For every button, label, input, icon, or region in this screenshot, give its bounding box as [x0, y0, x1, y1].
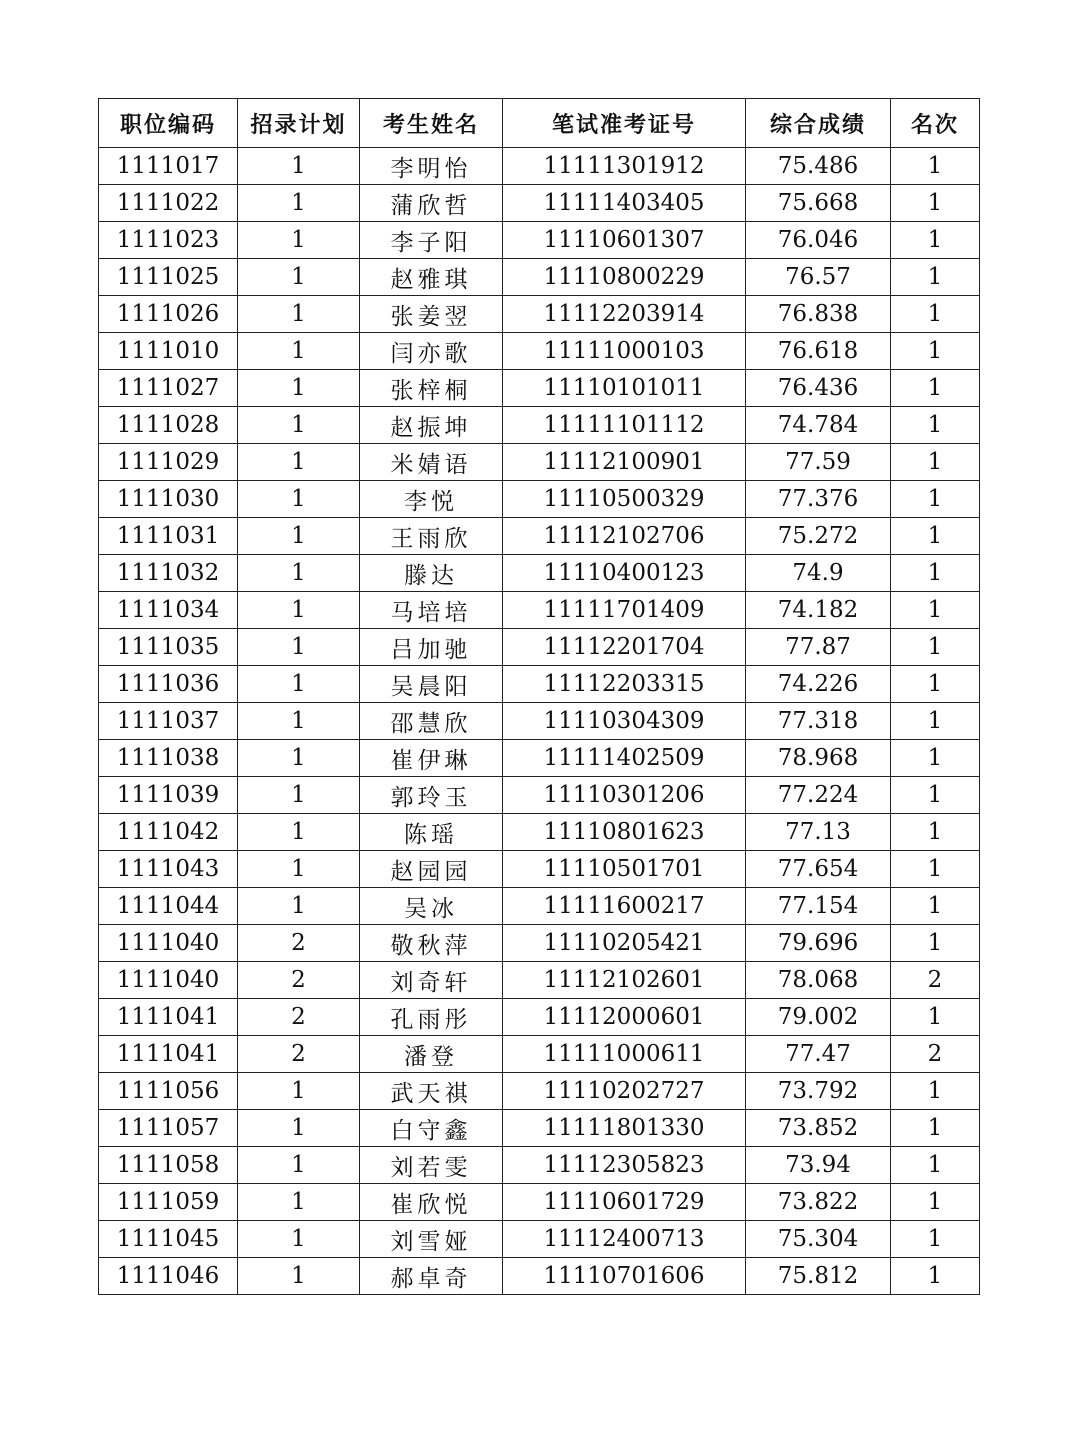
- cell-position-code: 1111030: [99, 481, 238, 518]
- cell-position-code: 1111037: [99, 703, 238, 740]
- cell-name: 蒲欣哲: [360, 185, 503, 222]
- cell-rank: 1: [891, 703, 980, 740]
- cell-exam-ticket-number: 11112400713: [503, 1221, 746, 1258]
- cell-hiring-plan: 1: [238, 1073, 360, 1110]
- table-body: [99, 148, 980, 1295]
- table-row: [99, 444, 980, 481]
- cell-composite-score: 74.226: [746, 666, 891, 703]
- cell-position-code: 1111041: [99, 999, 238, 1036]
- cell-exam-ticket-number: 11110400123: [503, 555, 746, 592]
- cell-exam-ticket-number: 11111000103: [503, 333, 746, 370]
- cell-composite-score: 77.13: [746, 814, 891, 851]
- cell-exam-ticket-number: 11112100901: [503, 444, 746, 481]
- cell-position-code: 1111034: [99, 592, 238, 629]
- cell-exam-ticket-number: 11111403405: [503, 185, 746, 222]
- cell-composite-score: 77.654: [746, 851, 891, 888]
- table-header: [99, 99, 980, 148]
- cell-name: 刘雪娅: [360, 1221, 503, 1258]
- header-rank: 名次: [891, 99, 980, 148]
- table-row: [99, 962, 980, 999]
- header-candidate-name: 考生姓名: [360, 99, 503, 148]
- cell-exam-ticket-number: 11111301912: [503, 148, 746, 185]
- cell-name: 吴冰: [360, 888, 503, 925]
- cell-position-code: 1111023: [99, 222, 238, 259]
- cell-composite-score: 73.792: [746, 1073, 891, 1110]
- cell-composite-score: 77.376: [746, 481, 891, 518]
- cell-hiring-plan: 1: [238, 851, 360, 888]
- table-row: [99, 185, 980, 222]
- table-row: [99, 259, 980, 296]
- table-row: [99, 888, 980, 925]
- cell-hiring-plan: 2: [238, 1036, 360, 1073]
- cell-rank: 1: [891, 333, 980, 370]
- table-row: [99, 1221, 980, 1258]
- cell-exam-ticket-number: 11112102706: [503, 518, 746, 555]
- table-row: [99, 1036, 980, 1073]
- cell-hiring-plan: 1: [238, 296, 360, 333]
- table-row: [99, 666, 980, 703]
- cell-composite-score: 77.224: [746, 777, 891, 814]
- cell-hiring-plan: 2: [238, 962, 360, 999]
- cell-hiring-plan: 2: [238, 925, 360, 962]
- cell-position-code: 1111022: [99, 185, 238, 222]
- cell-exam-ticket-number: 11110801623: [503, 814, 746, 851]
- cell-composite-score: 79.002: [746, 999, 891, 1036]
- table-row: [99, 1258, 980, 1295]
- table-row: [99, 1073, 980, 1110]
- cell-exam-ticket-number: 11111801330: [503, 1110, 746, 1147]
- cell-rank: 1: [891, 1184, 980, 1221]
- cell-exam-ticket-number: 11112102601: [503, 962, 746, 999]
- cell-exam-ticket-number: 11112203914: [503, 296, 746, 333]
- cell-rank: 1: [891, 1073, 980, 1110]
- cell-position-code: 1111059: [99, 1184, 238, 1221]
- cell-composite-score: 79.696: [746, 925, 891, 962]
- cell-composite-score: 76.046: [746, 222, 891, 259]
- cell-hiring-plan: 1: [238, 1184, 360, 1221]
- table-row: [99, 1147, 980, 1184]
- cell-rank: 1: [891, 777, 980, 814]
- cell-hiring-plan: 1: [238, 1147, 360, 1184]
- cell-rank: 1: [891, 851, 980, 888]
- cell-exam-ticket-number: 11110205421: [503, 925, 746, 962]
- cell-rank: 1: [891, 592, 980, 629]
- cell-exam-ticket-number: 11110800229: [503, 259, 746, 296]
- table-row: [99, 518, 980, 555]
- cell-composite-score: 77.59: [746, 444, 891, 481]
- cell-composite-score: 75.272: [746, 518, 891, 555]
- cell-name: 赵雅琪: [360, 259, 503, 296]
- cell-name: 孔雨彤: [360, 999, 503, 1036]
- cell-position-code: 1111031: [99, 518, 238, 555]
- cell-composite-score: 73.822: [746, 1184, 891, 1221]
- cell-hiring-plan: 1: [238, 740, 360, 777]
- table-row: [99, 222, 980, 259]
- cell-name: 武天祺: [360, 1073, 503, 1110]
- cell-composite-score: 75.486: [746, 148, 891, 185]
- cell-name: 崔伊琳: [360, 740, 503, 777]
- cell-position-code: 1111041: [99, 1036, 238, 1073]
- cell-exam-ticket-number: 11112000601: [503, 999, 746, 1036]
- cell-rank: 1: [891, 740, 980, 777]
- table-row: [99, 1110, 980, 1147]
- table-row: [99, 481, 980, 518]
- cell-name: 郭玲玉: [360, 777, 503, 814]
- cell-hiring-plan: 1: [238, 222, 360, 259]
- cell-position-code: 1111038: [99, 740, 238, 777]
- cell-hiring-plan: 1: [238, 333, 360, 370]
- table-row: [99, 925, 980, 962]
- cell-hiring-plan: 1: [238, 777, 360, 814]
- cell-rank: 1: [891, 888, 980, 925]
- cell-hiring-plan: 1: [238, 703, 360, 740]
- cell-composite-score: 76.436: [746, 370, 891, 407]
- header-row: [99, 99, 980, 148]
- cell-rank: 1: [891, 925, 980, 962]
- cell-composite-score: 78.968: [746, 740, 891, 777]
- cell-rank: 1: [891, 1110, 980, 1147]
- table-row: [99, 851, 980, 888]
- cell-composite-score: 73.852: [746, 1110, 891, 1147]
- cell-hiring-plan: 1: [238, 185, 360, 222]
- cell-exam-ticket-number: 11110301206: [503, 777, 746, 814]
- cell-rank: 1: [891, 518, 980, 555]
- table-row: [99, 370, 980, 407]
- cell-rank: 1: [891, 444, 980, 481]
- cell-hiring-plan: 1: [238, 407, 360, 444]
- cell-position-code: 1111040: [99, 962, 238, 999]
- cell-name: 吴晨阳: [360, 666, 503, 703]
- cell-composite-score: 76.618: [746, 333, 891, 370]
- cell-composite-score: 76.57: [746, 259, 891, 296]
- cell-exam-ticket-number: 11110701606: [503, 1258, 746, 1295]
- cell-composite-score: 75.304: [746, 1221, 891, 1258]
- cell-hiring-plan: 1: [238, 814, 360, 851]
- cell-rank: 1: [891, 666, 980, 703]
- cell-composite-score: 74.784: [746, 407, 891, 444]
- cell-composite-score: 74.9: [746, 555, 891, 592]
- cell-composite-score: 73.94: [746, 1147, 891, 1184]
- cell-hiring-plan: 1: [238, 1110, 360, 1147]
- cell-hiring-plan: 1: [238, 1258, 360, 1295]
- cell-name: 刘若雯: [360, 1147, 503, 1184]
- table-row: [99, 703, 980, 740]
- cell-rank: 2: [891, 962, 980, 999]
- cell-exam-ticket-number: 11111701409: [503, 592, 746, 629]
- cell-position-code: 1111058: [99, 1147, 238, 1184]
- cell-name: 马培培: [360, 592, 503, 629]
- cell-position-code: 1111045: [99, 1221, 238, 1258]
- cell-rank: 1: [891, 259, 980, 296]
- cell-name: 邵慧欣: [360, 703, 503, 740]
- cell-name: 刘奇轩: [360, 962, 503, 999]
- cell-exam-ticket-number: 11111402509: [503, 740, 746, 777]
- cell-position-code: 1111032: [99, 555, 238, 592]
- cell-hiring-plan: 1: [238, 370, 360, 407]
- table-row: [99, 740, 980, 777]
- cell-rank: 1: [891, 1221, 980, 1258]
- table-row: [99, 407, 980, 444]
- cell-position-code: 1111029: [99, 444, 238, 481]
- cell-exam-ticket-number: 11111101112: [503, 407, 746, 444]
- cell-name: 闫亦歌: [360, 333, 503, 370]
- cell-hiring-plan: 1: [238, 666, 360, 703]
- cell-hiring-plan: 1: [238, 481, 360, 518]
- cell-composite-score: 75.668: [746, 185, 891, 222]
- cell-name: 李子阳: [360, 222, 503, 259]
- cell-name: 赵园园: [360, 851, 503, 888]
- cell-hiring-plan: 1: [238, 555, 360, 592]
- header-hiring-plan: 招录计划: [238, 99, 360, 148]
- cell-name: 敬秋萍: [360, 925, 503, 962]
- cell-exam-ticket-number: 11112305823: [503, 1147, 746, 1184]
- cell-exam-ticket-number: 11110601307: [503, 222, 746, 259]
- cell-position-code: 1111057: [99, 1110, 238, 1147]
- table-row: [99, 999, 980, 1036]
- cell-rank: 1: [891, 629, 980, 666]
- cell-name: 潘登: [360, 1036, 503, 1073]
- cell-rank: 1: [891, 296, 980, 333]
- cell-rank: 1: [891, 1147, 980, 1184]
- cell-exam-ticket-number: 11112201704: [503, 629, 746, 666]
- results-table: [98, 98, 980, 1295]
- cell-composite-score: 77.87: [746, 629, 891, 666]
- cell-exam-ticket-number: 11110202727: [503, 1073, 746, 1110]
- cell-rank: 2: [891, 1036, 980, 1073]
- cell-exam-ticket-number: 11111600217: [503, 888, 746, 925]
- cell-position-code: 1111036: [99, 666, 238, 703]
- cell-rank: 1: [891, 814, 980, 851]
- cell-rank: 1: [891, 407, 980, 444]
- cell-name: 张梓桐: [360, 370, 503, 407]
- cell-hiring-plan: 1: [238, 629, 360, 666]
- cell-position-code: 1111056: [99, 1073, 238, 1110]
- cell-position-code: 1111027: [99, 370, 238, 407]
- cell-hiring-plan: 1: [238, 148, 360, 185]
- cell-hiring-plan: 1: [238, 259, 360, 296]
- cell-composite-score: 76.838: [746, 296, 891, 333]
- cell-position-code: 1111017: [99, 148, 238, 185]
- cell-composite-score: 77.318: [746, 703, 891, 740]
- cell-rank: 1: [891, 999, 980, 1036]
- cell-exam-ticket-number: 11110601729: [503, 1184, 746, 1221]
- cell-exam-ticket-number: 11110500329: [503, 481, 746, 518]
- cell-exam-ticket-number: 11110501701: [503, 851, 746, 888]
- cell-exam-ticket-number: 11110101011: [503, 370, 746, 407]
- table-row: [99, 777, 980, 814]
- cell-name: 王雨欣: [360, 518, 503, 555]
- cell-hiring-plan: 1: [238, 444, 360, 481]
- table-row: [99, 629, 980, 666]
- cell-position-code: 1111040: [99, 925, 238, 962]
- header-position-code: 职位编码: [99, 99, 238, 148]
- cell-exam-ticket-number: 11110304309: [503, 703, 746, 740]
- cell-composite-score: 78.068: [746, 962, 891, 999]
- cell-rank: 1: [891, 370, 980, 407]
- cell-hiring-plan: 2: [238, 999, 360, 1036]
- cell-rank: 1: [891, 148, 980, 185]
- cell-position-code: 1111046: [99, 1258, 238, 1295]
- cell-position-code: 1111035: [99, 629, 238, 666]
- table-row: [99, 814, 980, 851]
- header-exam-ticket-number: 笔试准考证号: [503, 99, 746, 148]
- cell-position-code: 1111043: [99, 851, 238, 888]
- table-row: [99, 1184, 980, 1221]
- cell-name: 滕达: [360, 555, 503, 592]
- cell-name: 吕加驰: [360, 629, 503, 666]
- cell-rank: 1: [891, 185, 980, 222]
- cell-hiring-plan: 1: [238, 518, 360, 555]
- table-row: [99, 296, 980, 333]
- cell-position-code: 1111026: [99, 296, 238, 333]
- cell-position-code: 1111010: [99, 333, 238, 370]
- cell-exam-ticket-number: 11111000611: [503, 1036, 746, 1073]
- cell-composite-score: 77.154: [746, 888, 891, 925]
- cell-hiring-plan: 1: [238, 888, 360, 925]
- cell-position-code: 1111042: [99, 814, 238, 851]
- cell-position-code: 1111044: [99, 888, 238, 925]
- cell-position-code: 1111025: [99, 259, 238, 296]
- cell-exam-ticket-number: 11112203315: [503, 666, 746, 703]
- cell-composite-score: 77.47: [746, 1036, 891, 1073]
- cell-name: 李悦: [360, 481, 503, 518]
- cell-name: 赵振坤: [360, 407, 503, 444]
- table-row: [99, 333, 980, 370]
- cell-name: 米婧语: [360, 444, 503, 481]
- cell-name: 张姜翌: [360, 296, 503, 333]
- cell-rank: 1: [891, 481, 980, 518]
- table-row: [99, 555, 980, 592]
- cell-rank: 1: [891, 1258, 980, 1295]
- cell-name: 白守鑫: [360, 1110, 503, 1147]
- cell-composite-score: 75.812: [746, 1258, 891, 1295]
- cell-name: 郝卓奇: [360, 1258, 503, 1295]
- cell-name: 陈瑶: [360, 814, 503, 851]
- cell-name: 崔欣悦: [360, 1184, 503, 1221]
- cell-hiring-plan: 1: [238, 592, 360, 629]
- cell-position-code: 1111039: [99, 777, 238, 814]
- cell-position-code: 1111028: [99, 407, 238, 444]
- cell-composite-score: 74.182: [746, 592, 891, 629]
- header-composite-score: 综合成绩: [746, 99, 891, 148]
- cell-name: 李明怡: [360, 148, 503, 185]
- table-row: [99, 592, 980, 629]
- cell-hiring-plan: 1: [238, 1221, 360, 1258]
- cell-rank: 1: [891, 555, 980, 592]
- cell-rank: 1: [891, 222, 980, 259]
- table-row: [99, 148, 980, 185]
